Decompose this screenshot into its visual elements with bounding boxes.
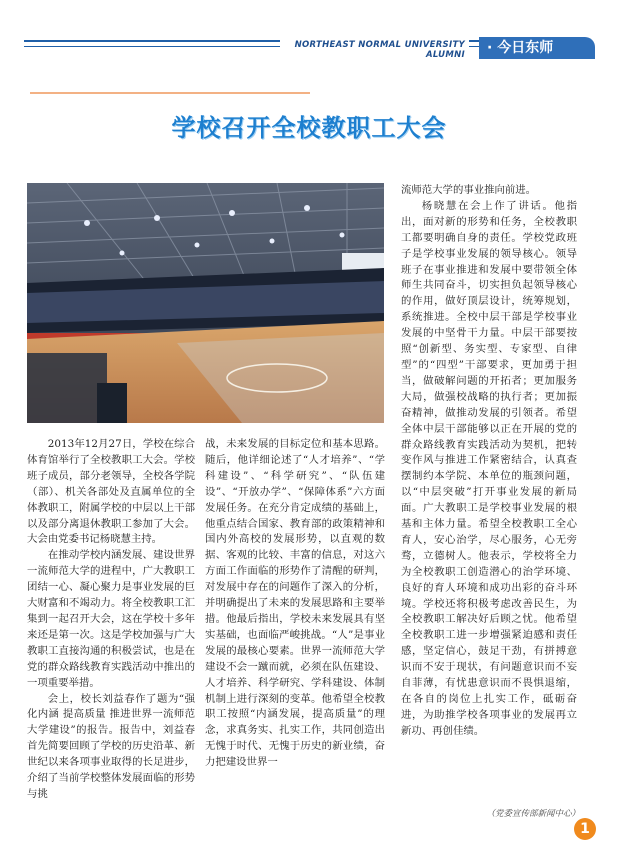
article-column-2 — [205, 437, 385, 771]
paragraph: 战，未来发展的目标定位和基本思路。随后，他详细论述了“人才培养”、“学科建设”、“科学研究”、“队伍建设”、“开放办学”、“保障体系”六方面发展任务。在充分肯定成绩的基础上，他重点结合国家、教育部的政策精神和国内外高校的发展形势，以直观的数据、客观的比较、丰富的信息，对这六方面工作面临的形势作了清醒的研判，对发展中存在的问题作了深入的分析，并明确提出了未来的发展思路和主要举措。他最后指出，学校未来发展具有坚实基础，也面临严峻挑战。“人”是事业发展的最核心要素。世界一流师范大学建设不会一蹴而就，必须在队伍建设、人才培养、科学研究、学科建设、体制机制上进行深刻的变革。他希望全校教职工按照“内涵发展，提高质量”的理念，求真务实、扎实工作，共同创造出无愧于时代、无愧于历史的新业绩，奋力把建设世界一 — [205, 438, 385, 769]
publication-name: NORTHEAST NORMAL UNIVERSITY ALUMNI — [280, 40, 469, 60]
article-title: 学校召开全校教职工大会 — [171, 114, 447, 142]
article-column-3 — [401, 183, 577, 740]
paragraph: 杨晓慧在会上作了讲话。他指出，面对新的形势和任务，全校教职工都要明确自身的责任。学校党政班子是学校事业发展的领导核心。领导班子在事业推进和发展中要带领全体师生共同奋斗，切实担负起领导核心的作用，做好顶层设计，统筹规划，系统推进。全校中层干部是学校事业发展的中坚骨干力量。中层干部要按照“创新型、务实型、专家型、自律型”的“四型”干部要求，更加勇于担当，做破解问题的开拓者；更加服务大局，做强校战略的执行者；更加振奋精神，做推动发展的引领者。希望全体中层干部能够以正在开展的党的群众路线教育实践活动为契机，把转变作风与推进工作紧密结合，认真查摆制约本学院、本单位的瓶颈问题，以“中层突破”打开事业发展的新局面。广大教职工是学校事业发展的根基和主体力量。希望全校教职工全心育人，安心治学，尽心服务，心无旁骛，立德树人。他表示，学校将全力为全校教职工创造潜心的治学环境、良好的育人环境和成功出彩的奋斗环境。学校还将积极考虑改善民生，为全校教职工解决好后顾之忧。他希望全校教职工进一步增强紧迫感和责任感，坚定信心，鼓足干劲，有拼搏意识而不安于现状，有问题意识而不妄自菲薄，有忧患意识而不畏惧退缩，在各自的岗位上扎实工作，砥砺奋进，为助推学校各项事业的发展再立新功、再创佳绩。 — [401, 199, 577, 737]
paragraph: 流师范大学的事业推向前进。 — [401, 184, 537, 196]
article-column-1 — [27, 437, 195, 803]
paragraph: 2013年12月27日，学校在综合体育馆举行了全校教职工大会。学校班子成员，部分老领导，全校各学院（部）、机关各部处及直属单位的全体教职工，附属学校的中层以上干部以及部分离退休教职工参加了大会。大会由党委书记杨晓慧主持。 — [27, 438, 195, 546]
paragraph: 在推动学校内涵发展、建设世界一流师范大学的进程中，广大教职工团结一心、凝心聚力是事业发展的巨大财富和不竭动力。将全校教职工汇集到一起召开大会，这在学校十多年来还是第一次。这是学校加强与广大教职工直接沟通的积极尝试，也是在党的群众路线教育实践活动中推出的一项重要举措。 — [27, 549, 195, 689]
article-credit: （党委宣传部新闻中心） — [486, 809, 580, 819]
gymnasium-photo — [27, 183, 384, 423]
paragraph: 会上，校长刘益春作了题为“强化内涵 提高质量 推进世界一流师范大学建设”的报告。报告中，刘益春首先简要回顾了学校的历史沿革、新世纪以来各项事业取得的长足进步，介绍了当前学校整体发展面临的形势与挑 — [27, 692, 195, 800]
decorative-rule — [30, 92, 310, 94]
page-number-badge: 1 — [574, 818, 596, 840]
section-tab: · 今日东师 — [479, 37, 595, 59]
